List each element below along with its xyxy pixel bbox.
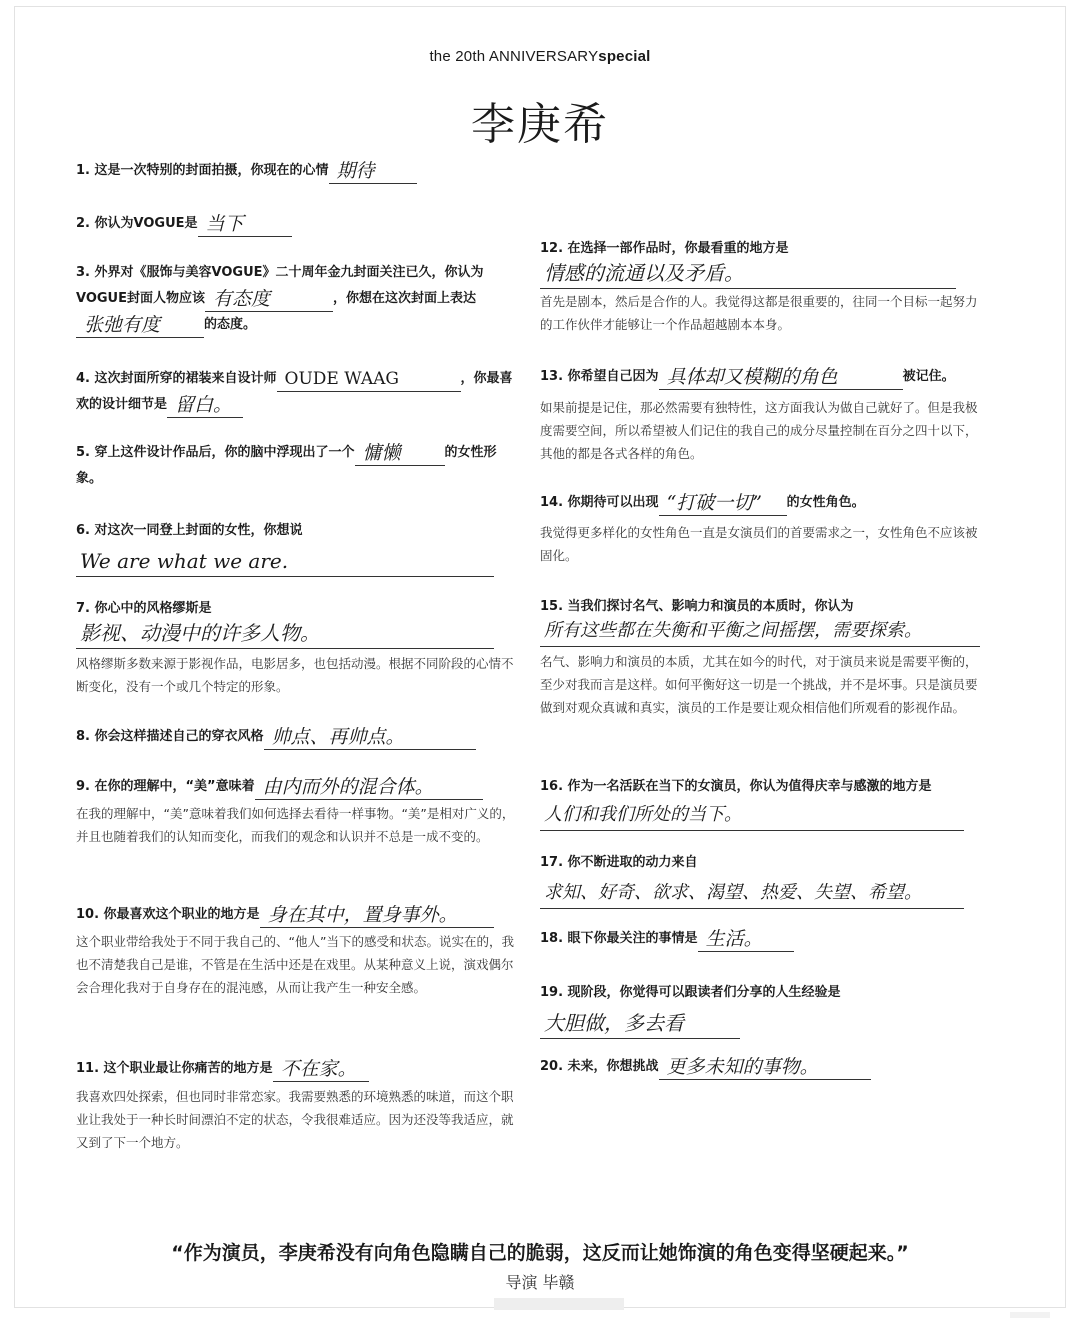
question-19: 19. 现阶段，你觉得可以跟读者们分享的人生经验是: [540, 985, 841, 1000]
answer-1: 期待: [329, 159, 417, 184]
answer-18: 生活。: [698, 927, 794, 952]
answer-4a: OUDE WAAG: [277, 367, 461, 392]
question-6: 6. 对这次一同登上封面的女性，你想说: [76, 523, 303, 538]
corner-watermark: [1010, 1312, 1050, 1318]
answer-9: 由内而外的混合体。: [255, 775, 483, 800]
question-1: 1. 这是一次特别的封面拍摄，你现在的心情 期待: [76, 158, 417, 184]
answer-16: 人们和我们所处的当下。: [540, 800, 964, 831]
watermark-bar: [494, 1298, 624, 1310]
question-5: 5. 穿上这件设计作品后，你的脑中浮现出了一个 慵懒 的女性形象。: [76, 442, 497, 486]
paragraph-13: 如果前提是记住，那必然需要有独特性，这方面我认为做自己就好了。但是我极度需要空间，所以希望被人们记住的我自己的成分尽量控制在百分之四十以下，其他的都是各式各样的角色。: [540, 400, 978, 461]
paragraph-14: 我觉得更多样化的女性角色一直是女演员们的首要需求之一，女性角色不应该被固化。: [540, 525, 978, 563]
question-7: 7. 你心中的风格缪斯是: [76, 601, 212, 616]
paragraph-12: 首先是剧本，然后是合作的人。我觉得这都是很重要的，往同一个目标一起努力的工作伙伴才能够让一个作品超越剧本本身。: [540, 294, 978, 332]
question-14: 14. 你期待可以出现 “打破一切” 的女性角色。: [540, 492, 865, 514]
answer-17: 求知、好奇、欲求、渴望、热爱、失望、希望。: [540, 878, 964, 909]
question-15: 15. 当我们探讨名气、影响力和演员的本质时，你认为: [540, 599, 854, 614]
header-suffix: special: [598, 48, 651, 65]
question-10: 10. 你最喜欢这个职业的地方是 身在其中，置身事外。: [76, 902, 494, 928]
answer-5: 慵懒: [355, 441, 445, 466]
answer-3a: 有态度: [205, 287, 333, 312]
quote-attribution: 导演 毕赣: [505, 1273, 575, 1292]
question-9: 9. 在你的理解中，“美”意味着 由内而外的混合体。: [76, 774, 483, 800]
question-3: 3. 外界对《服饰与美容VOGUE》二十周年金九封面关注已久，你认为VOGUE封面人物应该 有态度 ，你想在这次封面上表达 张弛有度 的态度。: [76, 265, 484, 336]
question-16: 16. 作为一名活跃在当下的女演员，你认为值得庆幸与感激的地方是: [540, 779, 932, 794]
question-13: 13. 你希望自己因为 具体却又模糊的角色 被记住。: [540, 366, 955, 388]
paragraph-11: 我喜欢四处探索，但也同时非常恋家。我需要熟悉的环境熟悉的味道，而这个职业让我处于一种长时间漂泊不定的状态，令我很难适应。因为还没等我适应，就又到了下一个地方。: [76, 1089, 514, 1150]
question-18: 18. 眼下你最关注的事情是 生活。: [540, 926, 794, 952]
header-main: ANNIVERSARY: [488, 48, 599, 65]
answer-11: 不在家。: [273, 1057, 369, 1082]
question-2: 2. 你认为VOGUE是 当下: [76, 211, 292, 237]
answer-8: 帅点、再帅点。: [264, 725, 476, 750]
question-4: 4. 这次封面所穿的裙装来自设计师 OUDE WAAG ，你最喜欢的设计细节是 留白。: [76, 369, 513, 416]
answer-6: We are what we are.: [76, 546, 494, 577]
question-8: 8. 你会这样描述自己的穿衣风格 帅点、再帅点。: [76, 724, 476, 750]
answer-20: 更多未知的事物。: [659, 1055, 871, 1080]
answer-7: 影视、动漫中的许多人物。: [76, 618, 494, 649]
paragraph-10: 这个职业带给我处于不同于我自己的、“他人”当下的感受和状态。说实在的，我也不清楚我自己是谁，不管是在生活中还是在戏里。从某种意义上说，演戏偶尔会合理化我对于自身存在的混沌感，从而让我产生一种安全感。: [76, 934, 514, 995]
answer-14: “打破一切”: [659, 491, 787, 516]
anniversary-header: [0, 48, 1080, 65]
page-title: 李庚希: [471, 99, 609, 150]
question-12: 12. 在选择一部作品时，你最看重的地方是: [540, 241, 789, 256]
pull-quote: “作为演员，李庚希没有向角色隐瞒自己的脆弱，这反而让她饰演的角色变得坚硬起来。”: [171, 1242, 909, 1264]
question-17: 17. 你不断进取的动力来自: [540, 855, 698, 870]
question-20: 20. 未来，你想挑战 更多未知的事物。: [540, 1054, 871, 1080]
header-prefix: the 20th: [429, 48, 486, 65]
answer-13: 具体却又模糊的角色: [659, 365, 903, 390]
answer-19: 大胆做，多去看: [540, 1008, 740, 1039]
paragraph-7: 风格缪斯多数来源于影视作品，电影居多，也包括动漫。根据不同阶段的心情不断变化，没有一个或几个特定的形象。: [76, 656, 514, 694]
paragraph-15: 名气、影响力和演员的本质，尤其在如今的时代，对于演员来说是需要平衡的，至少对我而言是这样。如何平衡好这一切是一个挑战，并不是坏事。只是演员要做到对观众真诚和真实，演员的工作是要让观众相信他们所观看的影视作品。: [540, 654, 978, 715]
question-11: 11. 这个职业最让你痛苦的地方是 不在家。: [76, 1056, 369, 1082]
answer-2: 当下: [198, 212, 292, 237]
answer-3b: 张弛有度: [76, 313, 204, 338]
answer-10: 身在其中，置身事外。: [260, 903, 494, 928]
answer-15: 所有这些都在失衡和平衡之间摇摆，需要探索。: [540, 616, 980, 647]
answer-12: 情感的流通以及矛盾。: [540, 258, 956, 289]
paragraph-9: 在我的理解中，“美”意味着我们如何选择去看待一样事物。“美”是相对广义的，并且也随着我们的认知而变化，而我们的观念和认识并不总是一成不变的。: [76, 806, 515, 844]
answer-4b: 留白。: [167, 393, 243, 418]
